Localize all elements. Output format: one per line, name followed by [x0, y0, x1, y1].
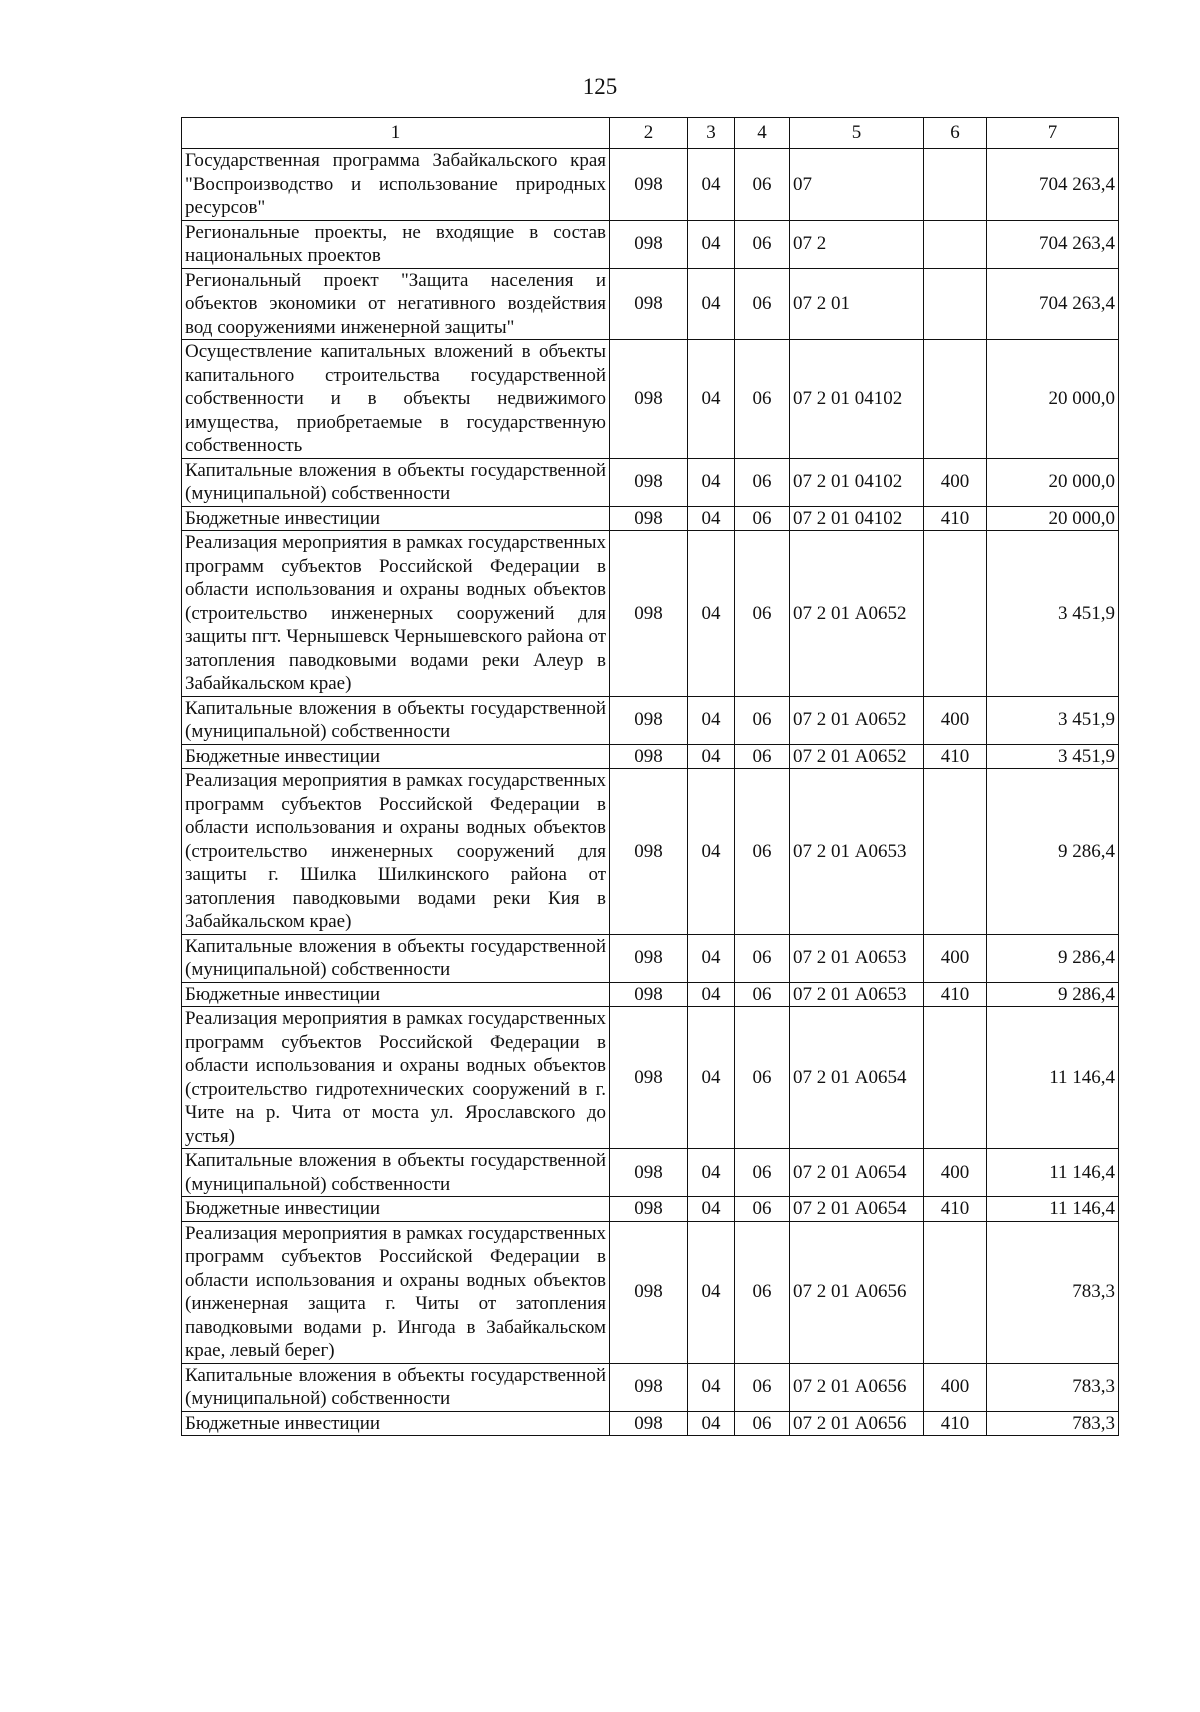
- table-row: [182, 531, 1119, 697]
- row-name: Бюджетные инвестиции: [182, 506, 610, 531]
- row-expense-type: [924, 220, 987, 268]
- row-expense-type: 400: [924, 934, 987, 982]
- row-expense-type: 410: [924, 982, 987, 1007]
- row-name: Бюджетные инвестиции: [182, 744, 610, 769]
- header-col-4: 4: [735, 118, 790, 149]
- row-ministry-code: 098: [610, 769, 688, 935]
- row-section-code: 04: [688, 934, 735, 982]
- row-ministry-code: 098: [610, 1411, 688, 1436]
- row-amount: 20 000,0: [987, 506, 1119, 531]
- table-row: [182, 1007, 1119, 1149]
- row-amount: 783,3: [987, 1221, 1119, 1363]
- row-subsection-code: 06: [735, 1007, 790, 1149]
- row-amount: 3 451,9: [987, 696, 1119, 744]
- table-row: [182, 506, 1119, 531]
- table-body: [182, 149, 1119, 1436]
- row-expense-type: [924, 1221, 987, 1363]
- row-amount: 9 286,4: [987, 769, 1119, 935]
- row-name: Реализация мероприятия в рамках государственных программ субъектов Российской Федерации в области использования и охраны водных объектов (строительство гидротехнических сооружений в г. Чите на р. Чита от моста ул. Ярославского до устья): [182, 1007, 610, 1149]
- header-col-2: 2: [610, 118, 688, 149]
- row-section-code: 04: [688, 531, 735, 697]
- row-ministry-code: 098: [610, 506, 688, 531]
- row-name: Капитальные вложения в объекты государственной (муниципальной) собственности: [182, 1149, 610, 1197]
- table-row: [182, 340, 1119, 459]
- row-amount: 783,3: [987, 1411, 1119, 1436]
- row-ministry-code: 098: [610, 149, 688, 221]
- row-ministry-code: 098: [610, 696, 688, 744]
- row-expense-type: [924, 531, 987, 697]
- row-amount: 704 263,4: [987, 149, 1119, 221]
- row-section-code: 04: [688, 1411, 735, 1436]
- row-expense-type: [924, 769, 987, 935]
- budget-table: [181, 117, 1119, 1436]
- row-expense-type: 410: [924, 744, 987, 769]
- row-target-article: 07 2 01 А0653: [790, 934, 924, 982]
- row-target-article: 07 2 01 04102: [790, 506, 924, 531]
- row-section-code: 04: [688, 1197, 735, 1222]
- row-amount: 20 000,0: [987, 458, 1119, 506]
- table-row: [182, 1197, 1119, 1222]
- row-ministry-code: 098: [610, 1197, 688, 1222]
- row-ministry-code: 098: [610, 340, 688, 459]
- table-row: [182, 268, 1119, 340]
- row-target-article: 07 2 01 А0653: [790, 982, 924, 1007]
- row-section-code: 04: [688, 744, 735, 769]
- row-target-article: 07 2 01 А0654: [790, 1007, 924, 1149]
- row-section-code: 04: [688, 268, 735, 340]
- row-name: Капитальные вложения в объекты государственной (муниципальной) собственности: [182, 1363, 610, 1411]
- row-subsection-code: 06: [735, 1411, 790, 1436]
- row-name: Бюджетные инвестиции: [182, 1411, 610, 1436]
- row-section-code: 04: [688, 1007, 735, 1149]
- row-subsection-code: 06: [735, 531, 790, 697]
- table-row: [182, 696, 1119, 744]
- row-target-article: 07 2 01 04102: [790, 340, 924, 459]
- row-target-article: 07 2 01 А0652: [790, 744, 924, 769]
- row-expense-type: 410: [924, 1197, 987, 1222]
- row-target-article: 07 2 01 А0656: [790, 1221, 924, 1363]
- row-subsection-code: 06: [735, 458, 790, 506]
- row-amount: 11 146,4: [987, 1197, 1119, 1222]
- row-expense-type: [924, 1007, 987, 1149]
- row-subsection-code: 06: [735, 934, 790, 982]
- row-name: Капитальные вложения в объекты государственной (муниципальной) собственности: [182, 696, 610, 744]
- row-subsection-code: 06: [735, 1221, 790, 1363]
- row-target-article: 07 2 01 А0654: [790, 1149, 924, 1197]
- header-col-6: 6: [924, 118, 987, 149]
- row-section-code: 04: [688, 769, 735, 935]
- row-ministry-code: 098: [610, 1363, 688, 1411]
- row-subsection-code: 06: [735, 506, 790, 531]
- row-amount: 3 451,9: [987, 531, 1119, 697]
- row-name: Государственная программа Забайкальского края "Воспроизводство и использование природных ресурсов": [182, 149, 610, 221]
- row-section-code: 04: [688, 1149, 735, 1197]
- table-row: [182, 1149, 1119, 1197]
- row-subsection-code: 06: [735, 268, 790, 340]
- row-target-article: 07 2 01 А0653: [790, 769, 924, 935]
- row-section-code: 04: [688, 458, 735, 506]
- row-name: Капитальные вложения в объекты государственной (муниципальной) собственности: [182, 934, 610, 982]
- row-section-code: 04: [688, 506, 735, 531]
- row-name: Осуществление капитальных вложений в объекты капитального строительства государственной собственности и в объекты недвижимого имущества, приобретаемые в государственную собственность: [182, 340, 610, 459]
- row-amount: 783,3: [987, 1363, 1119, 1411]
- row-section-code: 04: [688, 149, 735, 221]
- row-expense-type: 400: [924, 696, 987, 744]
- header-col-3: 3: [688, 118, 735, 149]
- row-expense-type: 400: [924, 458, 987, 506]
- row-name: Региональный проект "Защита населения и объектов экономики от негативного воздействия вод сооружениями инженерной защиты": [182, 268, 610, 340]
- row-amount: 20 000,0: [987, 340, 1119, 459]
- table-row: [182, 1221, 1119, 1363]
- row-section-code: 04: [688, 696, 735, 744]
- table-row: [182, 458, 1119, 506]
- row-subsection-code: 06: [735, 1363, 790, 1411]
- row-amount: 3 451,9: [987, 744, 1119, 769]
- row-subsection-code: 06: [735, 982, 790, 1007]
- row-amount: 9 286,4: [987, 934, 1119, 982]
- row-ministry-code: 098: [610, 531, 688, 697]
- row-expense-type: 400: [924, 1363, 987, 1411]
- row-subsection-code: 06: [735, 744, 790, 769]
- row-expense-type: [924, 340, 987, 459]
- row-section-code: 04: [688, 340, 735, 459]
- row-subsection-code: 06: [735, 340, 790, 459]
- row-section-code: 04: [688, 1221, 735, 1363]
- row-name: Бюджетные инвестиции: [182, 1197, 610, 1222]
- table-row: [182, 149, 1119, 221]
- row-ministry-code: 098: [610, 1221, 688, 1363]
- row-subsection-code: 06: [735, 220, 790, 268]
- table-row: [182, 1363, 1119, 1411]
- header-col-1: 1: [182, 118, 610, 149]
- table-header: [182, 118, 1119, 149]
- row-amount: 11 146,4: [987, 1007, 1119, 1149]
- row-name: Реализация мероприятия в рамках государственных программ субъектов Российской Федерации в области использования и охраны водных объектов (инженерная защита г. Читы от затопления паводковыми водами р. Ингода в Забайкальском крае, левый берег): [182, 1221, 610, 1363]
- row-subsection-code: 06: [735, 696, 790, 744]
- table-row: [182, 744, 1119, 769]
- row-amount: 704 263,4: [987, 268, 1119, 340]
- row-target-article: 07 2 01 А0656: [790, 1363, 924, 1411]
- row-target-article: 07 2 01 А0652: [790, 696, 924, 744]
- row-ministry-code: 098: [610, 220, 688, 268]
- header-col-7: 7: [987, 118, 1119, 149]
- row-name: Бюджетные инвестиции: [182, 982, 610, 1007]
- row-section-code: 04: [688, 982, 735, 1007]
- header-row: [182, 118, 1119, 149]
- row-ministry-code: 098: [610, 1149, 688, 1197]
- table-row: [182, 220, 1119, 268]
- row-section-code: 04: [688, 1363, 735, 1411]
- row-target-article: 07 2 01 А0652: [790, 531, 924, 697]
- page-number: 125: [582, 74, 618, 99]
- row-subsection-code: 06: [735, 769, 790, 935]
- row-subsection-code: 06: [735, 1149, 790, 1197]
- table-row: [182, 1411, 1119, 1436]
- row-target-article: 07 2 01: [790, 268, 924, 340]
- header-col-5: 5: [790, 118, 924, 149]
- table-row: [182, 934, 1119, 982]
- table-row: [182, 982, 1119, 1007]
- row-name: Реализация мероприятия в рамках государственных программ субъектов Российской Федерации в области использования и охраны водных объектов (строительство инженерных сооружений для защиты пгт. Чернышевск Чернышевского района от затопления паводковыми водами реки Алеур в Забайкальском крае): [182, 531, 610, 697]
- row-amount: 11 146,4: [987, 1149, 1119, 1197]
- row-target-article: 07 2 01 А0654: [790, 1197, 924, 1222]
- row-expense-type: [924, 268, 987, 340]
- row-expense-type: 410: [924, 506, 987, 531]
- row-name: Реализация мероприятия в рамках государственных программ субъектов Российской Федерации в области использования и охраны водных объектов (строительство инженерных сооружений для защиты г. Шилка Шилкинского района от затопления паводковыми водами реки Кия в Забайкальском крае): [182, 769, 610, 935]
- row-target-article: 07: [790, 149, 924, 221]
- row-target-article: 07 2: [790, 220, 924, 268]
- row-ministry-code: 098: [610, 744, 688, 769]
- row-ministry-code: 098: [610, 982, 688, 1007]
- row-name: Капитальные вложения в объекты государственной (муниципальной) собственности: [182, 458, 610, 506]
- row-ministry-code: 098: [610, 458, 688, 506]
- row-target-article: 07 2 01 04102: [790, 458, 924, 506]
- row-ministry-code: 098: [610, 934, 688, 982]
- row-subsection-code: 06: [735, 1197, 790, 1222]
- row-target-article: 07 2 01 А0656: [790, 1411, 924, 1436]
- row-ministry-code: 098: [610, 1007, 688, 1149]
- row-amount: 9 286,4: [987, 982, 1119, 1007]
- row-amount: 704 263,4: [987, 220, 1119, 268]
- row-subsection-code: 06: [735, 149, 790, 221]
- row-expense-type: [924, 149, 987, 221]
- row-section-code: 04: [688, 220, 735, 268]
- row-ministry-code: 098: [610, 268, 688, 340]
- row-expense-type: 410: [924, 1411, 987, 1436]
- row-name: Региональные проекты, не входящие в состав национальных проектов: [182, 220, 610, 268]
- table-row: [182, 769, 1119, 935]
- row-expense-type: 400: [924, 1149, 987, 1197]
